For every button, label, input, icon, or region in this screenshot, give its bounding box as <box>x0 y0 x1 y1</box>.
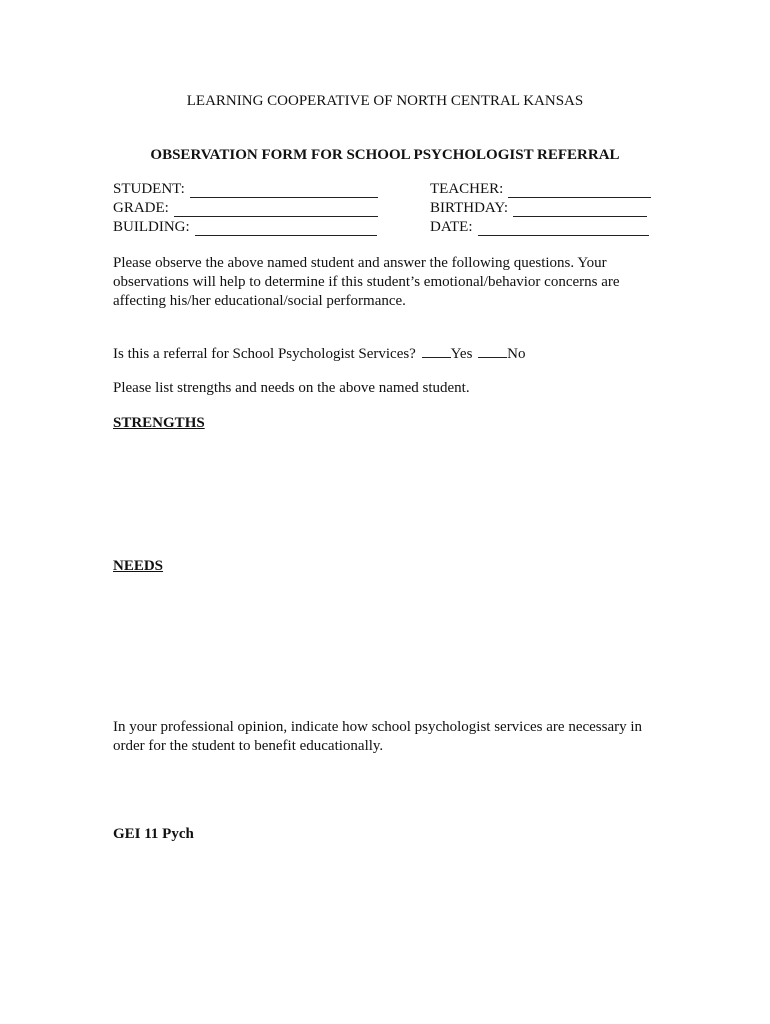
form-code: GEI 11 Pych <box>113 826 194 842</box>
building-input-line[interactable] <box>195 221 377 236</box>
date-input-line[interactable] <box>478 221 649 236</box>
needs-answer-area[interactable] <box>113 581 653 701</box>
strengths-heading: STRENGTHS <box>113 415 205 431</box>
grade-input-line[interactable] <box>174 202 378 217</box>
date-label: DATE: <box>430 219 473 235</box>
yes-option-label: Yes <box>450 346 473 362</box>
birthday-input-line[interactable] <box>513 202 647 217</box>
student-field <box>113 181 378 198</box>
grade-field <box>113 200 378 217</box>
opinion-prompt: In your professional opinion, indicate how school psychologist services are necessary in order for the student to benefit educationally. <box>113 719 643 754</box>
instructions-paragraph: Please observe the above named student and answer the following questions. Your observations will help to determine if this student’s emotional/behavior concerns are affecting his/her educational/social performance. <box>113 255 620 309</box>
opinion-answer-area[interactable] <box>113 760 653 815</box>
no-blank[interactable] <box>478 344 507 358</box>
birthday-label: BIRTHDAY: <box>430 200 509 216</box>
list-prompt: Please list strengths and needs on the above named student. <box>113 380 470 396</box>
building-label: BUILDING: <box>113 219 190 235</box>
teacher-field <box>430 181 651 198</box>
date-field <box>430 219 649 236</box>
teacher-label: TEACHER: <box>430 181 504 197</box>
strengths-answer-area[interactable] <box>113 438 653 548</box>
no-option-label: No <box>507 346 526 362</box>
student-input-line[interactable] <box>190 183 378 198</box>
needs-heading: NEEDS <box>113 558 164 574</box>
grade-label: GRADE: <box>113 200 169 216</box>
birthday-field <box>430 200 647 217</box>
referral-question <box>113 344 673 364</box>
yes-blank[interactable] <box>422 344 451 358</box>
form-title: OBSERVATION FORM FOR SCHOOL PSYCHOLOGIST REFERRAL <box>150 147 620 163</box>
building-field <box>113 219 377 236</box>
referral-question-prompt: Is this a referral for School Psychologist Services? <box>113 346 416 362</box>
teacher-input-line[interactable] <box>508 183 651 198</box>
student-label: STUDENT: <box>113 181 185 197</box>
organization-name: LEARNING COOPERATIVE OF NORTH CENTRAL KANSAS <box>186 93 584 109</box>
